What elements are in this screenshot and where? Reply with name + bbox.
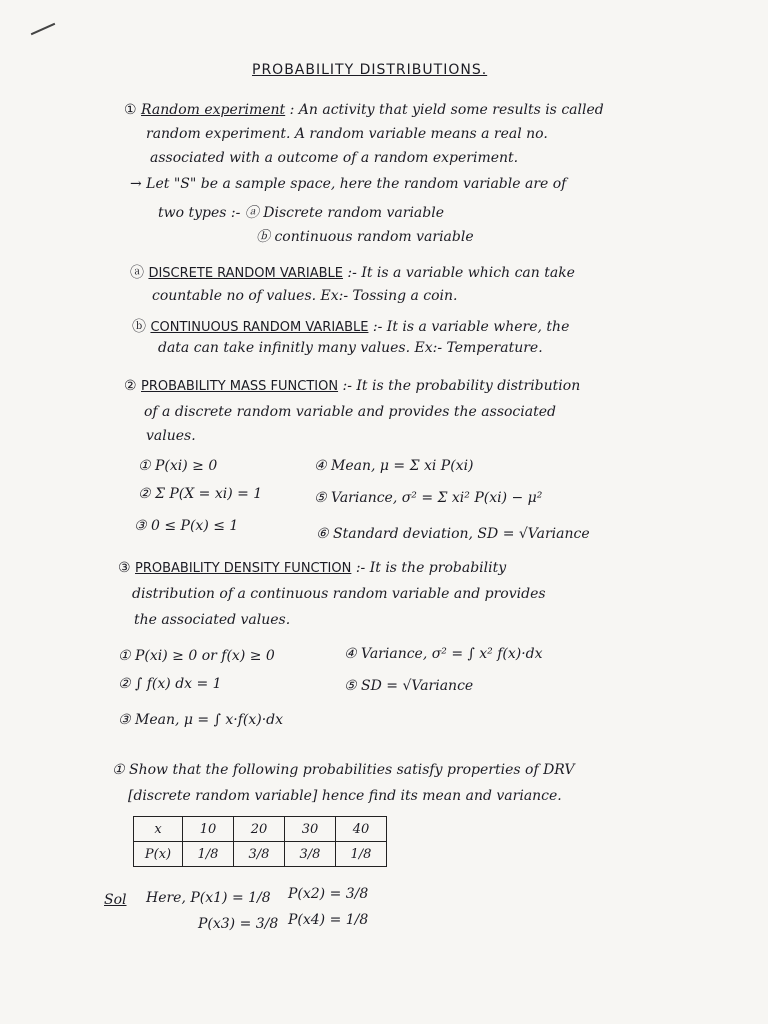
pen-mark [31, 23, 56, 35]
question-line-2: [discrete random variable] hence find its mean and variance. [128, 788, 562, 804]
pmf-property-5: ⑤ Variance, σ² = Σ xi² P(xi) − μ² [314, 490, 543, 506]
pmf-line-1 [124, 378, 580, 394]
pmf-property-1: ① P(xi) ≥ 0 [138, 458, 218, 474]
pdf-property-5: ⑤ SD = √Variance [344, 678, 474, 694]
pdf-property-1: ① P(xi) ≥ 0 or f(x) ≥ 0 [118, 648, 275, 664]
pmf-line-2: of a discrete random variable and provides the associated [144, 404, 556, 420]
discrete-line-1 [130, 262, 575, 282]
intro-line-3: associated with a outcome of a random experiment. [150, 150, 519, 166]
continuous-line-1 [132, 316, 569, 336]
discrete-line-2: countable no of values. Ex:- Tossing a coin. [152, 288, 458, 304]
continuous-number: ⓑ [132, 319, 146, 335]
pdf-property-2: ② ∫ f(x) dx = 1 [118, 676, 222, 692]
pmf-number: ② [124, 378, 137, 394]
page-title: PROBABILITY DISTRIBUTIONS. [252, 62, 488, 78]
solution-line-2b: P(x4) = 1/8 [288, 912, 369, 928]
pdf-line-1 [118, 560, 506, 576]
intro-line-4: → Let "S" be a sample space, here the random variable are of [130, 176, 567, 192]
pdf-line-3: the associated values. [134, 612, 291, 628]
intro-number: ① [124, 102, 137, 118]
pdf-number: ③ [118, 560, 131, 576]
table-cell: 1/8 [336, 842, 387, 867]
intro-line-2: random experiment. A random variable means a real no. [146, 126, 548, 142]
table-cell: P(x) [134, 842, 183, 867]
solution-label [104, 892, 127, 908]
table-cell: 3/8 [234, 842, 285, 867]
table-cell: 30 [285, 817, 336, 842]
pdf-text: :- It is the probability [355, 560, 507, 576]
pdf-line-2: distribution of a continuous random variable and provides [132, 586, 546, 602]
table-cell: x [134, 817, 183, 842]
solution-label-text: Sol [104, 892, 127, 908]
table-cell: 1/8 [183, 842, 234, 867]
table-cell: 40 [336, 817, 387, 842]
pmf-property-4: ④ Mean, μ = Σ xi P(xi) [314, 458, 474, 474]
continuous-text: :- It is a variable where, the [372, 319, 570, 335]
solution-line-1b: P(x2) = 3/8 [288, 886, 369, 902]
pdf-property-4: ④ Variance, σ² = ∫ x² f(x)·dx [344, 646, 543, 662]
pmf-text: :- It is the probability distribution [342, 378, 581, 394]
continuous-heading: CONTINUOUS RANDOM VARIABLE [150, 320, 369, 335]
table-cell: 3/8 [285, 842, 336, 867]
table-cell: 10 [183, 817, 234, 842]
intro-line-5: two types :- ⓐ Discrete random variable [158, 205, 444, 221]
probability-table [133, 816, 387, 867]
table-row [134, 817, 387, 842]
continuous-line-2: data can take infinitly many values. Ex:- Temperature. [158, 340, 543, 356]
pmf-line-3: values. [146, 428, 196, 444]
table-row [134, 842, 387, 867]
solution-line-1a: Here, P(x1) = 1/8 [146, 890, 271, 906]
intro-text: : An activity that yield some results is called [289, 102, 604, 118]
pmf-property-6: ⑥ Standard deviation, SD = √Variance [316, 526, 590, 542]
discrete-number: ⓐ [130, 265, 144, 281]
pdf-heading: PROBABILITY DENSITY FUNCTION [135, 561, 352, 576]
intro-line-1 [124, 102, 604, 118]
intro-heading: Random experiment [141, 102, 286, 118]
question-line-1: ① Show that the following probabilities satisfy properties of DRV [112, 762, 575, 778]
pmf-property-2: ② Σ P(X = xi) = 1 [138, 486, 263, 502]
table-cell: 20 [234, 817, 285, 842]
discrete-text: :- It is a variable which can take [347, 265, 575, 281]
intro-line-6: ⓑ continuous random variable [256, 229, 474, 245]
pdf-property-3: ③ Mean, μ = ∫ x·f(x)·dx [118, 712, 284, 728]
solution-line-2a: P(x3) = 3/8 [198, 916, 279, 932]
discrete-heading: DISCRETE RANDOM VARIABLE [148, 266, 343, 281]
pmf-property-3: ③ 0 ≤ P(x) ≤ 1 [134, 518, 239, 534]
pmf-heading: PROBABILITY MASS FUNCTION [141, 379, 339, 394]
